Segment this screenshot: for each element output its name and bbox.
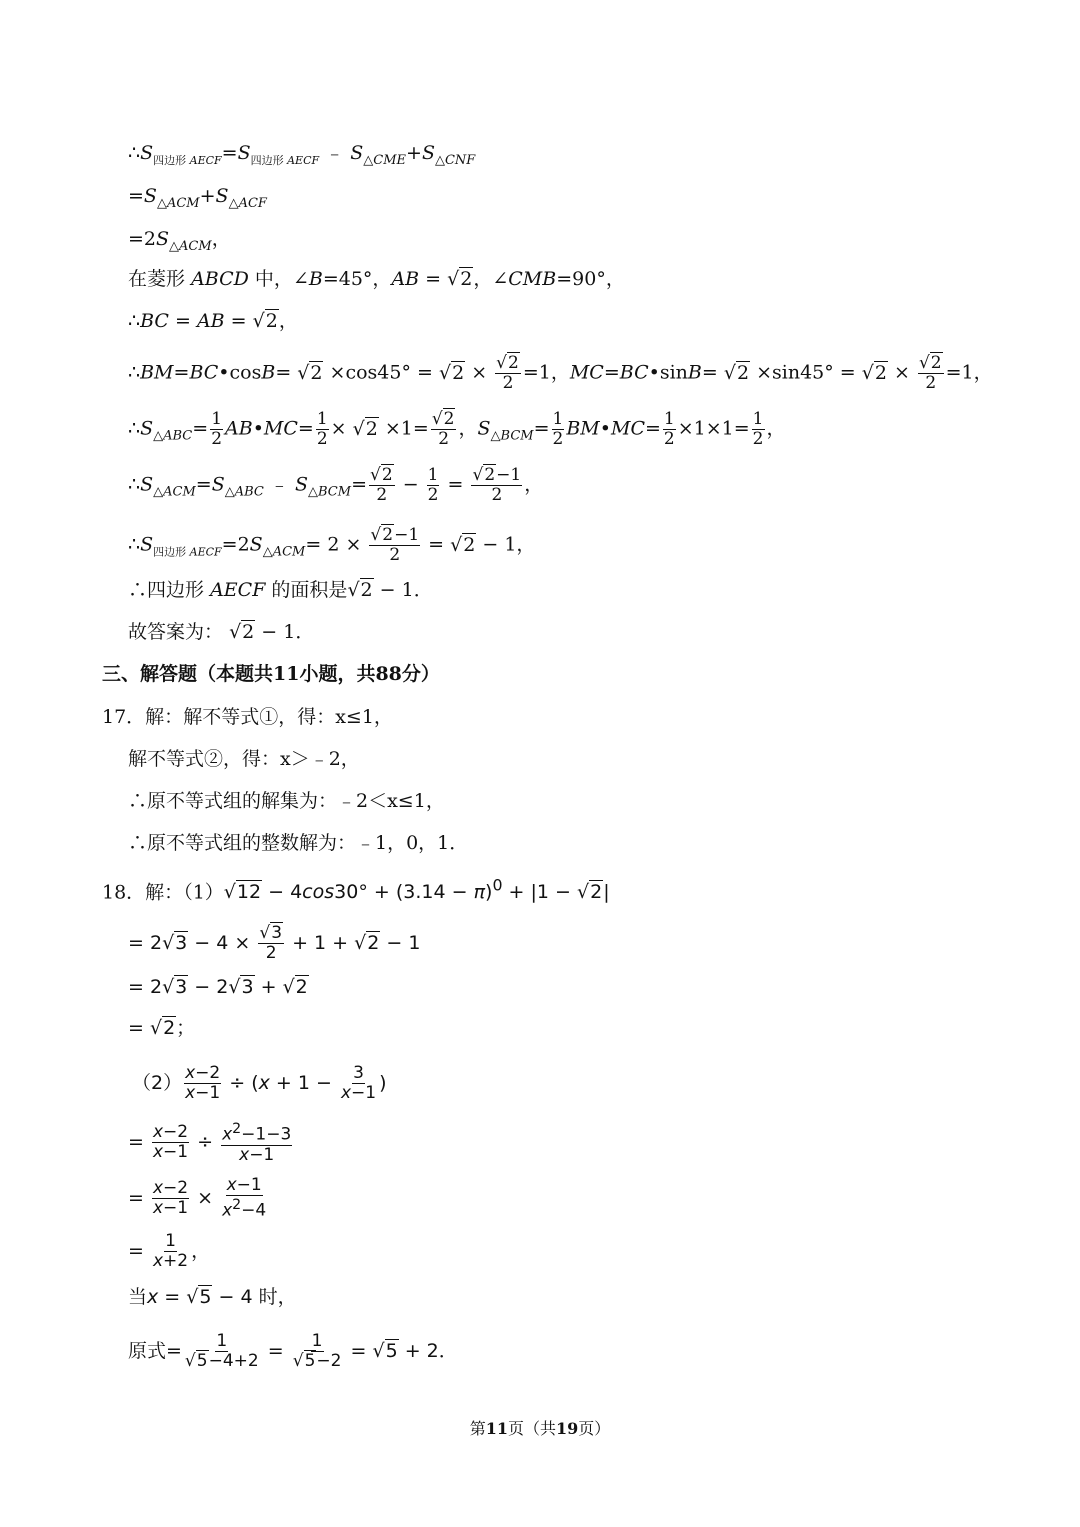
eq-line-bc: ∴BC = AB = √ 2， bbox=[128, 308, 298, 334]
q18-step-1: = 2√ 3 − 4 × √ $\frac{3}{2}$ + 1 + √ 2 − 1 bbox=[128, 924, 420, 963]
eq-line-acm: $\therefore S_{\triangle ACM}=S_{\triangle ABC}$ ﹣ $S_{\triangle BCM}=$ √ $\frac{2}{2}$ − $\frac{1}{2}$ = √ $\frac{2-1}{2}$ ， bbox=[128, 466, 543, 506]
footer-mid: 页（共 bbox=[507, 1419, 556, 1438]
eq-line-rhombus: 在菱形 ABCD 中，∠B=45°，AB = √ 2，∠CMB=90°， bbox=[128, 266, 625, 292]
q18-p2-step-2: = $\frac{x-2}{x-1}$ × $\frac{x-1}{x^2-4}$ bbox=[128, 1175, 267, 1221]
q18-part2-line: （2） $\frac{x-2}{x-1}$ ÷ (x + 1 − $\frac{3}{x-1}$ ) bbox=[132, 1063, 387, 1103]
when-text: 当 bbox=[128, 1286, 148, 1308]
q17-label: 17．解： bbox=[102, 706, 184, 728]
orig-text: 原式= bbox=[128, 1340, 182, 1362]
eq-line-2: $=S_{\triangle ACM}+S_{\triangle ACF}$ bbox=[128, 185, 267, 211]
q17-l1: 解不等式①，得：x≤1， bbox=[183, 706, 393, 728]
eq-line-answer: 故答案为： √ 2 − 1． bbox=[128, 619, 314, 645]
footer-page: 11 bbox=[485, 1419, 508, 1438]
q18-part1: （1） bbox=[183, 881, 224, 904]
q18-part2: （2） bbox=[132, 1072, 183, 1094]
eq-line-area-result: ∴四边形 AECF 的面积是√ 2 − 1． bbox=[128, 577, 433, 603]
zhong-text: 中， bbox=[254, 268, 293, 290]
answer-text: 故答案为： bbox=[128, 621, 224, 643]
q18-when-line: 当x = √ 5 − 4 时， bbox=[128, 1284, 297, 1310]
area-suffix-text: 的面积是 bbox=[271, 579, 348, 601]
page-footer bbox=[0, 1416, 1080, 1439]
eq-line-1: $\therefore S_{四边形 AECF}=S_{四边形 AECF}$ ﹣ $S_{\triangle CME}+S_{\triangle CNF}$ bbox=[128, 142, 476, 168]
q17-line-3: ∴原不等式组的解集为：﹣2＜x≤1， bbox=[128, 790, 445, 812]
q18-step-2: = 2√ 3 − 2√ 3 + √ 2 bbox=[128, 974, 309, 1000]
eq-line-bm-mc: ∴BM=BC•cosB= √ 2 ×cos45° = √ 2 × √ $\frac{2}{2}$ =1，MC=BC•sinB= √ 2 ×sin45° = √ 2 × √ $\frac{2}{2}$ =1， bbox=[128, 354, 993, 393]
eq-line-aecf: $\therefore S_{四边形 AECF}=2S_{\triangle ACM}= 2$ × √ $\frac{2-1}{2}$ = √ 2 − 1， bbox=[128, 526, 535, 566]
footer-pre: 第 bbox=[469, 1419, 486, 1438]
q18-step-3: = √ 2； bbox=[128, 1015, 195, 1041]
shi-text: 时， bbox=[258, 1286, 297, 1308]
q18-label: 18．解： bbox=[102, 881, 184, 904]
footer-total: 19 bbox=[556, 1419, 579, 1438]
section-title: 三、解答题（本题共11小题，共88分） bbox=[102, 663, 440, 685]
q17-line-1 bbox=[102, 704, 393, 730]
footer-post: 页） bbox=[578, 1419, 611, 1438]
area-is-text: ∴四边形 bbox=[128, 579, 205, 601]
q18-result-line: 原式= 1 √ 5−4+2 = 1 √ 5−2 = √ 5 + 2． bbox=[128, 1332, 458, 1371]
eq-line-areas: $\therefore S_{\triangle ABC}=$ $\frac{1}{2}$ AB•MC= $\frac{1}{2}$ × √ 2 ×1= √ $\frac{2}{2}$ ，$S_{\triangle BCM}=$ $\frac{1}{2}$ BM•MC= $\frac{1}{2}$ ×1×1= $\frac{1}{2}$ ， bbox=[128, 410, 786, 450]
q17-line-4: ∴原不等式组的整数解为：﹣1，0，1． bbox=[128, 832, 469, 854]
q18-p2-step-3: = $\frac{1}{x+2}$ ， bbox=[128, 1231, 211, 1271]
eq-line-3: $=2S_{\triangle ACM}$， bbox=[128, 228, 231, 254]
q18-p2-step-1: = $\frac{x-2}{x-1}$ ÷ $\frac{x^2-1-3}{x-1}$ bbox=[128, 1121, 292, 1165]
rhombus-text: 在菱形 bbox=[128, 268, 186, 290]
q18-line-1: 18．解：（1）√ $12 - 4\cos 30^\circ + (3.14 - \pi)^0 + |1$ − √ 2| bbox=[102, 873, 610, 905]
q17-line-2: 解不等式②，得：x＞﹣2， bbox=[128, 748, 360, 770]
